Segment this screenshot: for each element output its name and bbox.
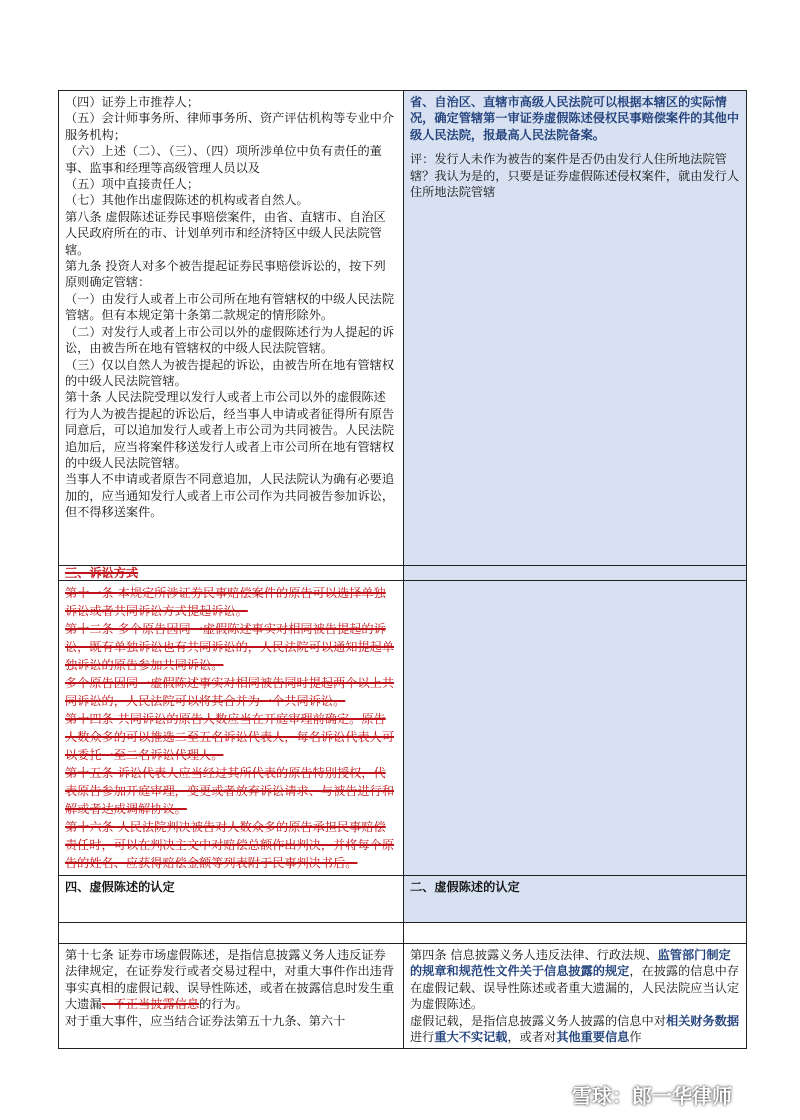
list-item: 当事人不申请或者原告不同意追加，人民法院认为确有必要追加的，应当通知发行人或者上市公司作为共同被告参加诉讼，但不得移送案件。 (65, 472, 395, 520)
deleted-article: 第十二条 多个原告因同一虚假陈述事实对相同被告提起的诉讼，既有单独诉讼也有共同诉讼的，人民法院可以通知提起单独诉讼的原告参加共同诉讼。 (65, 622, 395, 672)
list-item: （二）对发行人或者上市公司以外的虚假陈述行为人提起的诉讼，由被告所在地有管辖权的中级人民法院管辖。 (65, 324, 395, 356)
table-row (59, 944, 747, 1049)
highlight-phrase: 重大不实记载 (434, 1030, 508, 1045)
false-record-definition (410, 1013, 740, 1046)
definition-text: ，或者对 (507, 1030, 557, 1045)
definition-text: 虚假记载，是指信息披露义务人披露的信息中对 (410, 1013, 666, 1028)
article-17-tail: 的行为。 (199, 997, 248, 1012)
table-row (59, 923, 747, 944)
article-9: 第九条 投资人对多个被告提起证券民事赔偿诉讼的，按下列原则确定管辖： (65, 259, 386, 290)
document-page (58, 90, 744, 1045)
empty-cell (404, 581, 747, 876)
table-row (59, 91, 747, 566)
table-row (59, 876, 747, 923)
left-section-heading: 四、虚假陈述的认定 (59, 876, 404, 923)
list-item: （六）上述（二）、（三）、（四）项所涉单位中负有责任的董事、监事和经理等高级管理人员以及 (65, 144, 382, 175)
comparison-table (58, 90, 747, 1049)
left-cell-jurisdiction (59, 91, 404, 566)
table-row (59, 566, 747, 581)
section-heading-litigation (59, 566, 404, 581)
empty-cell (404, 566, 747, 581)
article-8: 第八条 虚假陈述证券民事赔偿案件，由省、直辖市、自治区人民政府所在的市、计划单列市和经济特区中级人民法院管辖。 (65, 209, 386, 257)
right-cell-definition (404, 944, 747, 1049)
list-item: （一）由发行人或者上市公司所在地有管辖权的中级人民法院管辖。但有本规定第十条第二款规定的情形除外。 (65, 291, 395, 323)
definition-text: 作 (629, 1030, 642, 1045)
deleted-article: 第十一条 本规定所涉证券民事赔偿案件的原告可以选择单独诉讼或者共同诉讼方式提起诉讼。 (65, 586, 386, 618)
commentary-text: 评：发行人未作为被告的案件是否仍由发行人住所地法院管辖？我认为是的，只要是证券虚假陈述侵权案件，就由发行人住所地法院管辖 (410, 152, 740, 200)
empty-cell (59, 923, 404, 944)
highlight-phrase: 监管部门制定的规章和规范性文件关于信息披露的规定 (410, 948, 731, 979)
article-4 (410, 947, 740, 1013)
deleted-article: 第十四条 共同诉讼的原告人数应当在开庭审理前确定。原告人数众多的可以推选二至五名诉讼代表人，每名诉讼代表人可以委托一至二名诉讼代理人。 (65, 712, 395, 762)
empty-cell (404, 923, 747, 944)
deleted-article: 第十五条 诉讼代表人应当经过其所代表的原告特别授权，代表原告参加开庭审理，变更或者放弃诉讼请求、与被告进行和解或者达成调解协议。 (65, 766, 395, 816)
list-item: （五）会计师事务所、律师事务所、资产评估机构等专业中介服务机构； (65, 111, 395, 142)
left-cell-definition (59, 944, 404, 1049)
article-4-text: 第四条 信息披露义务人违反法律、行政法规、 (410, 948, 658, 962)
deleted-article: 多个原告因同一虚假陈述事实对相同被告同时提起两个以上共同诉讼的，人民法院可以将其合并为一个共同诉讼。 (65, 676, 395, 708)
deleted-article: 第十六条 人民法院判决被告对人数众多的原告承担民事赔偿责任时，可以在判决主文中对赔偿总额作出判决，并将每个原告的姓名、应获得赔偿金额等列表附于民事判决书后。 (65, 820, 395, 870)
definition-text: 进行 (410, 1030, 435, 1045)
right-cell-jurisdiction (404, 91, 747, 566)
article-4-tail: ，在披露的信息中存在虚假记载、误导性陈述或者重大遗漏的，人民法院应当认定为虚假陈述。 (410, 964, 740, 1012)
list-item: （七）其他作出虚假陈述的机构或者自然人。 (65, 193, 309, 208)
list-item: （五）项中直接责任人； (65, 177, 200, 192)
snowball-icon (542, 1083, 566, 1107)
struck-heading: 三、诉讼方式 (65, 566, 139, 580)
article-17-text: 第十七条 证券市场虚假陈述，是指信息披露义务人违反证券法律规定，在证券发行或者交易过程中，对重大事件作出违背事实真相的虚假记载、误导性陈述，或者在披露信息时发生重大遗漏 (65, 948, 395, 1012)
watermark (542, 1080, 732, 1109)
table-row (59, 581, 747, 876)
article-10: 第十条 人民法院受理以发行人或者上市公司以外的虚假陈述行为人为被告提起的诉讼后，经当事人申请或者征得所有原告同意后，可以追加发行人或者上市公司为共同被告。人民法院追加后，应当将案件移送发行人或者上市公司所在地有管辖权的中级人民法院管辖。 (65, 390, 395, 470)
struck-phrase: 、不正当披露信息 (101, 997, 200, 1012)
right-section-heading: 二、虚假陈述的认定 (404, 876, 747, 923)
article-17 (65, 947, 397, 1013)
list-item: （三）仅以自然人为被告提起的诉讼，由被告所在地有管辖权的中级人民法院管辖。 (65, 357, 395, 388)
new-rule-text: 省、自治区、直辖市高级人民法院可以根据本辖区的实际情况，确定管辖第一审证券虚假陈述侵权民事赔偿案件的其他中级人民法院，报最高人民法院备案。 (410, 95, 740, 142)
left-cell-deleted-articles (59, 581, 404, 876)
highlight-phrase: 相关财务数据 (665, 1013, 740, 1028)
article-17-continuation: 对于重大事件，应当结合证券法第五十九条、第六十 (65, 1013, 346, 1028)
list-item: （四）证券上市推荐人； (65, 95, 200, 109)
watermark-text: 雪球：郎一华律师 (572, 1084, 732, 1108)
highlight-phrase: 其他重要信息 (556, 1030, 630, 1045)
